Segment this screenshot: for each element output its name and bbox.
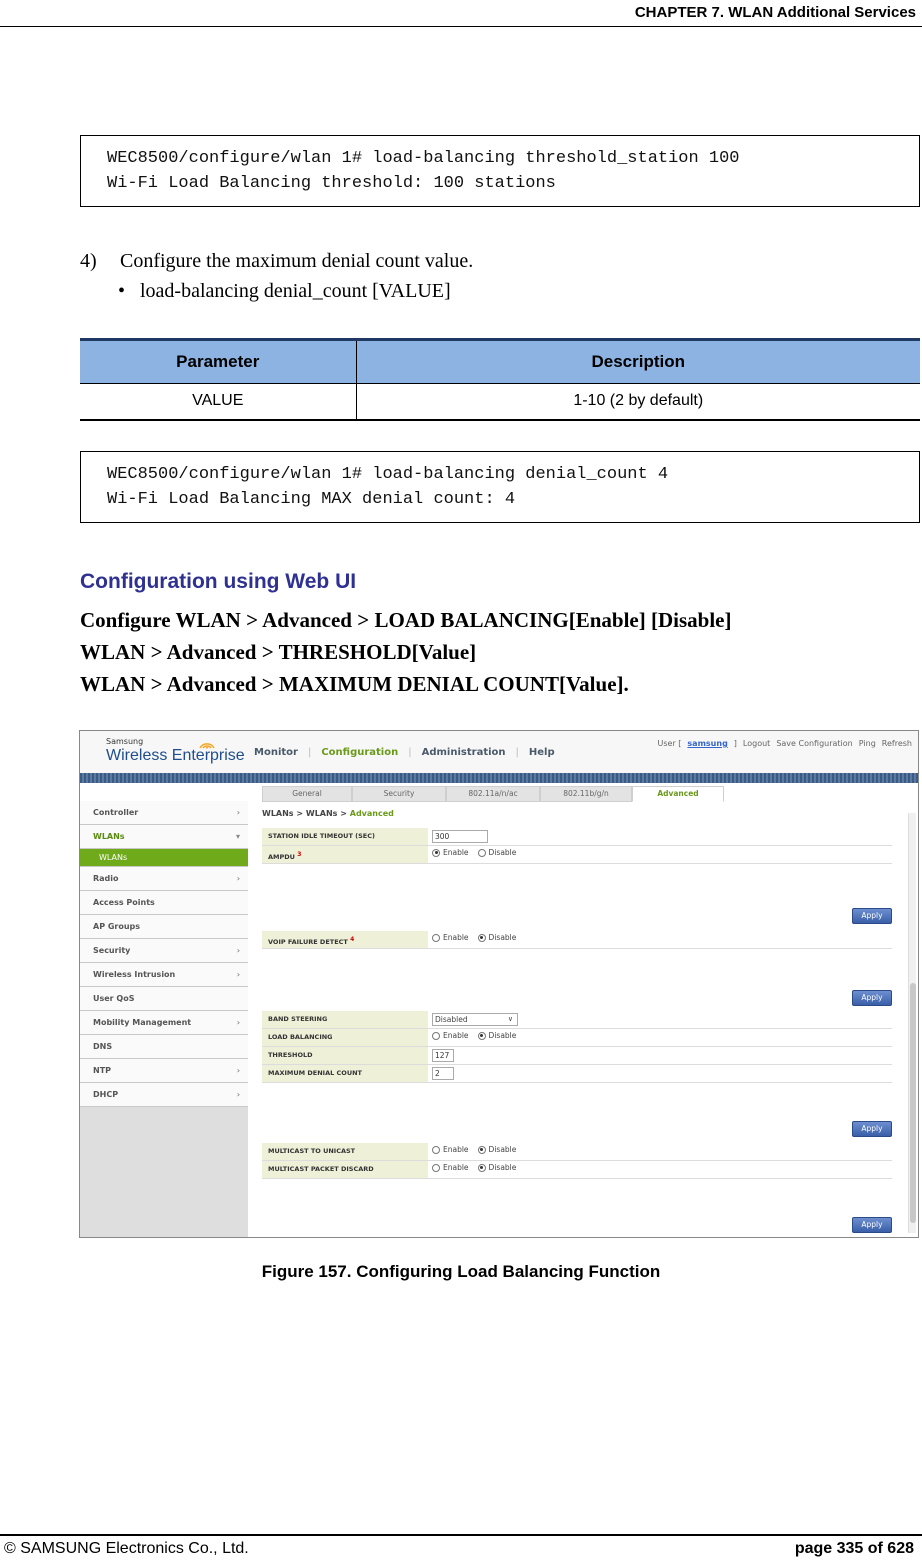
figure-caption: Figure 157. Configuring Load Balancing Function <box>261 1262 661 1281</box>
code-block-denial-count <box>80 451 920 523</box>
idle-timeout-input[interactable]: 300 <box>432 830 488 843</box>
bullet-item <box>118 280 451 303</box>
field-row-multicast-packet-discard <box>262 1161 892 1179</box>
radio-label: Disable <box>488 848 517 857</box>
logo-brand: Samsung <box>106 737 144 746</box>
nav-administration[interactable]: Administration <box>421 747 506 758</box>
sidebar <box>80 801 248 1237</box>
user-link[interactable]: samsung <box>687 739 728 748</box>
sidebar-item-label: AP Groups <box>93 922 141 931</box>
field-value <box>432 1067 454 1080</box>
parameter-table <box>80 338 920 421</box>
radio-label: Disable <box>488 1163 517 1172</box>
radio-label: Enable <box>443 1145 469 1154</box>
nav-help[interactable]: Help <box>528 747 555 758</box>
field-value <box>432 1145 525 1154</box>
sidebar-item-label: Access Points <box>93 898 155 907</box>
breadcrumb-separator: > <box>296 809 304 818</box>
radio-disable[interactable] <box>478 1146 486 1154</box>
sidebar-item-label: Wireless Intrusion <box>93 970 176 979</box>
radio-disable[interactable] <box>478 1164 486 1172</box>
breadcrumb <box>262 809 394 818</box>
select-value: Disabled <box>435 1015 468 1024</box>
field-label: MULTICAST PACKET DISCARD <box>262 1161 428 1178</box>
apply-button[interactable]: Apply <box>852 908 892 924</box>
code-line: Wi-Fi Load Balancing MAX denial count: 4 <box>107 490 516 509</box>
bullet-icon: • <box>118 280 126 302</box>
field-label-text: AMPDU <box>268 853 295 862</box>
field-label: THRESHOLD <box>262 1047 428 1064</box>
tab-bar <box>262 786 724 802</box>
sidebar-item-label: Security <box>93 946 131 955</box>
code-block-threshold <box>80 135 920 207</box>
sidebar-subitem-wlans[interactable] <box>80 849 248 867</box>
step-text: Configure the maximum denial count value. <box>120 250 474 272</box>
field-row-threshold <box>262 1047 892 1065</box>
chevron-right-icon: › <box>236 970 240 979</box>
footer-page-number: page 335 of 628 <box>794 1540 914 1557</box>
sidebar-item-label: WLANs <box>93 832 125 841</box>
section-title: Configuration using Web UI <box>80 570 357 593</box>
sidebar-item-ntp[interactable] <box>80 1059 248 1083</box>
field-value <box>432 848 525 857</box>
sidebar-item-wlans[interactable] <box>80 825 248 849</box>
sidebar-item-label: Mobility Management <box>93 1018 192 1027</box>
field-value <box>432 933 525 942</box>
chevron-right-icon: › <box>236 1018 240 1027</box>
field-label: MULTICAST TO UNICAST <box>262 1143 428 1160</box>
radio-enable[interactable] <box>432 1164 440 1172</box>
chevron-right-icon: › <box>236 808 240 817</box>
save-configuration-link[interactable]: Save Configuration <box>776 739 853 748</box>
sidebar-item-label: Controller <box>93 808 139 817</box>
table-header-cell: Description <box>356 340 920 384</box>
logout-link[interactable]: Logout <box>742 739 771 748</box>
max-denial-count-input[interactable]: 2 <box>432 1067 454 1080</box>
sidebar-item-user-qos[interactable] <box>80 987 248 1011</box>
nav-separator: | <box>515 747 519 758</box>
field-label-text: VOIP FAILURE DETECT <box>268 938 348 947</box>
apply-button[interactable]: Apply <box>852 1217 892 1233</box>
table-header-cell: Parameter <box>80 340 356 384</box>
breadcrumb-item[interactable]: WLANs <box>305 809 338 818</box>
breadcrumb-current: Advanced <box>349 809 394 818</box>
sidebar-item-label: NTP <box>93 1066 112 1075</box>
web-ui-screenshot <box>79 730 919 1238</box>
field-label: LOAD BALANCING <box>262 1029 428 1046</box>
logo-product: Wireless Enterprise <box>106 747 245 764</box>
radio-enable[interactable] <box>432 1032 440 1040</box>
nav-separator: | <box>307 747 312 758</box>
table-cell: 1-10 (2 by default) <box>356 384 920 420</box>
field-value <box>432 830 488 843</box>
sidebar-item-ap-groups[interactable] <box>80 915 248 939</box>
sidebar-item-label: User QoS <box>93 994 135 1003</box>
sidebar-item-dhcp[interactable] <box>80 1083 248 1107</box>
nav-separator: | <box>408 747 412 758</box>
chevron-down-icon: ∨ <box>507 1015 513 1023</box>
sidebar-item-label: DNS <box>93 1042 113 1051</box>
code-line: WEC8500/configure/wlan 1# load-balancing denial_count 4 <box>107 465 669 484</box>
radio-disable[interactable] <box>478 934 486 942</box>
radio-label: Enable <box>443 1031 469 1040</box>
table-cell: VALUE <box>80 384 356 420</box>
table-row <box>80 384 920 420</box>
sidebar-item-access-points[interactable] <box>80 891 248 915</box>
tab-security[interactable]: Security <box>352 786 446 802</box>
tab-80211a[interactable]: 802.11a/n/ac <box>446 786 540 802</box>
tab-general[interactable]: General <box>262 786 352 802</box>
sidebar-item-dns[interactable] <box>80 1035 248 1059</box>
wifi-icon <box>198 739 216 751</box>
apply-button[interactable]: Apply <box>852 1121 892 1137</box>
refresh-link[interactable]: Refresh <box>881 739 912 748</box>
user-prefix: User [ <box>657 739 682 748</box>
instruction-line: Configure WLAN > Advanced > LOAD BALANCING[Enable] [Disable] <box>80 608 732 632</box>
sidebar-item-wireless-intrusion[interactable] <box>80 963 248 987</box>
threshold-input[interactable]: 127 <box>432 1049 454 1062</box>
field-value <box>432 1013 518 1026</box>
instruction-line: WLAN > Advanced > MAXIMUM DENIAL COUNT[Value]. <box>80 672 629 696</box>
radio-disable[interactable] <box>478 849 486 857</box>
bullet-text: load-balancing denial_count [VALUE] <box>140 280 451 302</box>
chevron-right-icon: › <box>236 874 240 883</box>
instruction-line: WLAN > Advanced > THRESHOLD[Value] <box>80 640 477 664</box>
top-bar <box>80 731 918 773</box>
breadcrumb-item[interactable]: WLANs <box>262 809 294 818</box>
field-value <box>432 1049 454 1062</box>
step-4 <box>80 250 473 273</box>
nav-monitor[interactable]: Monitor <box>254 747 298 758</box>
header-stripe <box>80 773 918 783</box>
band-steering-select[interactable] <box>432 1013 518 1026</box>
field-label: MAXIMUM DENIAL COUNT <box>262 1065 428 1082</box>
scrollbar-thumb[interactable] <box>910 983 916 1223</box>
footnote-marker: 3 <box>297 851 302 858</box>
scrollbar[interactable] <box>908 813 916 1233</box>
footer-divider <box>0 1534 922 1536</box>
field-label: STATION IDLE TIMEOUT (SEC) <box>262 828 428 845</box>
sidebar-item-label: Radio <box>93 874 119 883</box>
field-row-voip <box>262 931 892 949</box>
nav-configuration[interactable]: Configuration <box>321 747 399 758</box>
chevron-right-icon: › <box>236 1066 240 1075</box>
sidebar-item-label: DHCP <box>93 1090 119 1099</box>
radio-enable[interactable] <box>432 934 440 942</box>
footnote-marker: 4 <box>350 936 355 943</box>
sidebar-item-label: WLANs <box>99 853 128 862</box>
tab-advanced[interactable]: Advanced <box>632 786 724 802</box>
ping-link[interactable]: Ping <box>858 739 876 748</box>
chevron-right-icon: › <box>236 946 240 955</box>
code-line: Wi-Fi Load Balancing threshold: 100 stations <box>107 174 556 193</box>
field-label <box>262 846 428 863</box>
field-label: BAND STEERING <box>262 1011 428 1028</box>
radio-disable[interactable] <box>478 1032 486 1040</box>
header-divider <box>0 26 922 27</box>
radio-label: Enable <box>443 1163 469 1172</box>
field-row-load-balancing <box>262 1029 892 1047</box>
utility-links <box>658 739 912 748</box>
main-nav <box>254 747 555 758</box>
field-row-max-denial-count <box>262 1065 892 1083</box>
field-row-multicast-to-unicast <box>262 1143 892 1161</box>
step-number: 4) <box>80 250 97 272</box>
tab-80211b[interactable]: 802.11b/g/n <box>540 786 632 802</box>
footer-copyright: © SAMSUNG Electronics Co., Ltd. <box>4 1540 249 1557</box>
sidebar-item-radio[interactable] <box>80 867 248 891</box>
radio-label: Enable <box>443 933 469 942</box>
radio-label: Disable <box>488 1145 517 1154</box>
chevron-right-icon: › <box>236 1090 240 1099</box>
sidebar-item-mobility-management[interactable] <box>80 1011 248 1035</box>
chevron-down-icon: ▾ <box>235 832 240 841</box>
sidebar-item-security[interactable] <box>80 939 248 963</box>
radio-enable[interactable] <box>432 849 440 857</box>
user-suffix: ] <box>733 739 737 748</box>
radio-label: Enable <box>443 848 469 857</box>
table-header-row <box>80 340 920 384</box>
field-value <box>432 1031 525 1040</box>
field-row-idle-timeout <box>262 828 892 846</box>
sidebar-item-controller[interactable] <box>80 801 248 825</box>
apply-button[interactable]: Apply <box>852 990 892 1006</box>
field-value <box>432 1163 525 1172</box>
radio-enable[interactable] <box>432 1146 440 1154</box>
field-row-ampdu <box>262 846 892 864</box>
field-label <box>262 931 428 948</box>
chapter-header: CHAPTER 7. WLAN Additional Services <box>634 4 916 21</box>
field-row-band-steering <box>262 1011 892 1029</box>
breadcrumb-separator: > <box>340 809 347 818</box>
radio-label: Disable <box>488 1031 517 1040</box>
radio-label: Disable <box>488 933 517 942</box>
code-line: WEC8500/configure/wlan 1# load-balancing threshold_station 100 <box>107 149 740 168</box>
